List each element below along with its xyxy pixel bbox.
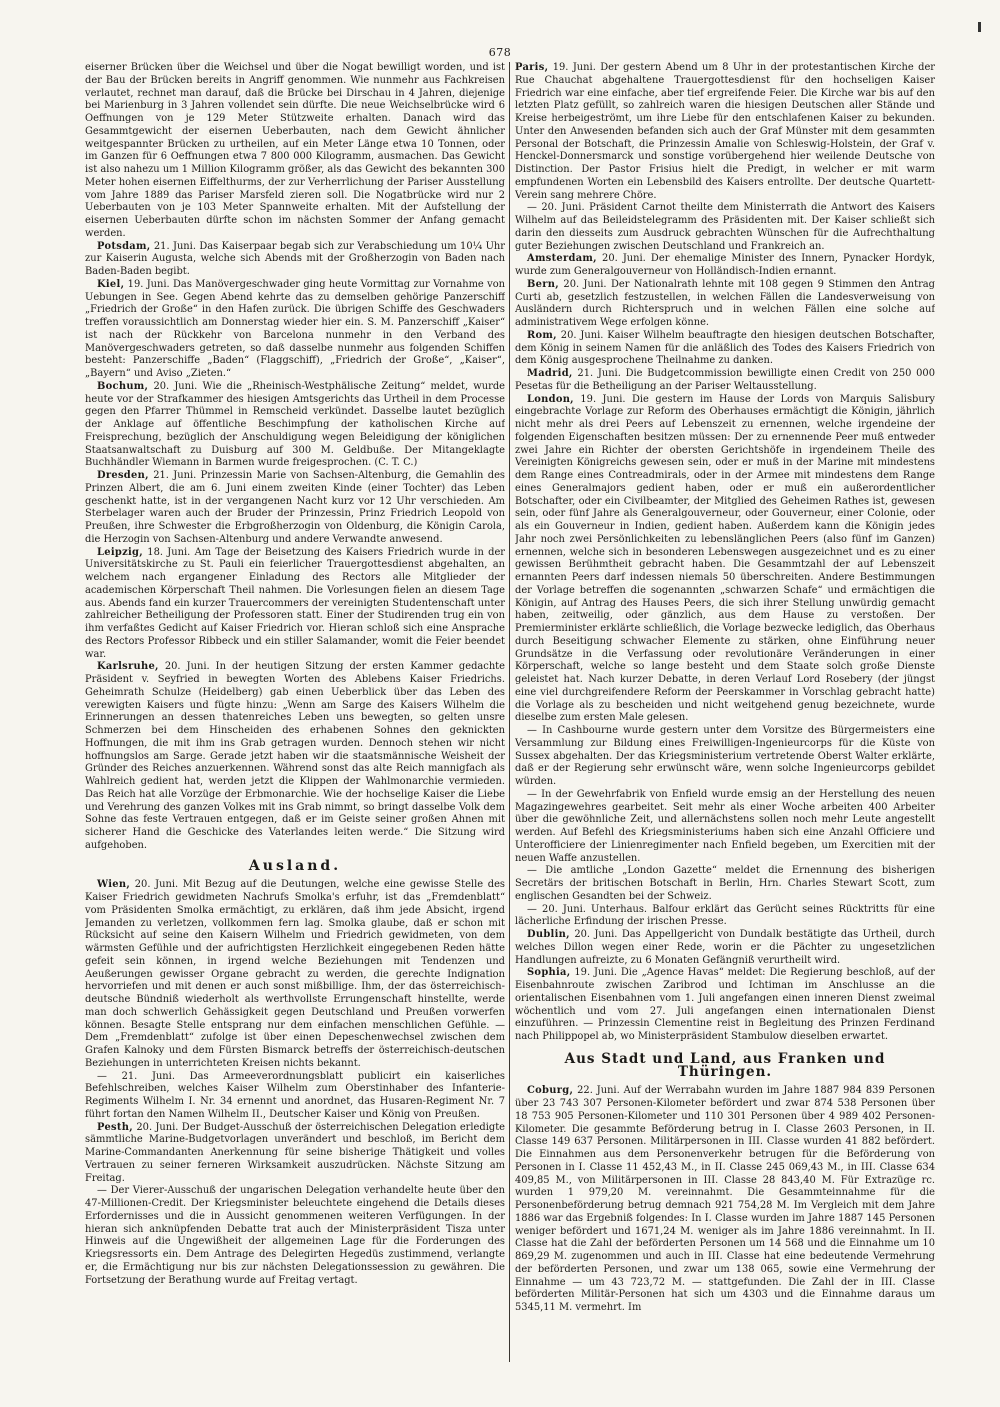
news-item	[515, 929, 935, 967]
news-text: 20. Juni. Der ehemalige Minister des Innern, Pynacker Hordyk, wurde zum Generalgouverneur von Holländisch-Indien ernannt.	[515, 253, 935, 277]
news-item	[85, 547, 505, 662]
news-text: 20. Juni. Wie die „Rheinisch-Westphälische Zeitung“ meldet, wurde heute vor der Strafkammer des hiesigen Amtsgerichts das Urtheil in dem Processe gegen den Pfarrer Thümmel in Remscheid verkündet. Dasselbe lautet bezüglich der Anklage auf öffentliche Beschimpfung der katholischen Kirche auf Freisprechung, bezüglich der Anschuldigung wegen Beleidigung der königlichen Staatsanwaltschaft zu Duisburg auf 300 M. Geldbuße. Der Mitangeklagte Buchhändler Wiemann in Barmen wurde freigesprochen. (C. T. C.)	[85, 380, 505, 469]
dateline: Wien,	[97, 879, 131, 891]
dateline: Paris,	[515, 62, 549, 73]
dateline: Kiel,	[97, 278, 125, 290]
dateline: Bern,	[527, 278, 559, 290]
section-heading: Ausland.	[248, 857, 342, 874]
dateline: Karlsruhe,	[97, 661, 159, 673]
news-text: — In Cashbourne wurde gestern unter dem Vorsitze des Bürgermeisters eine Versammlung zur Bildung eines Freiwilligen-Ingenieurcorps für die Küste von Sussex abgehalten. Der das Kriegsministerium vertretende Oberst Walter erklärte, daß er der Regierung sehr erwünscht wäre, wenn solche Ingenieurcorps gebildet würden.	[515, 725, 935, 787]
news-text: — Die amtliche „London Gazette“ meldet die Ernennung des bisherigen Secretärs der britischen Botschaft in Berlin, Hrn. Charles Stewart Scott, zum englischen Gesandten bei der Schweiz.	[515, 865, 935, 902]
dateline: Coburg,	[527, 1085, 574, 1097]
dateline: Madrid,	[527, 368, 573, 379]
dateline: London,	[527, 393, 574, 405]
edge-mark	[978, 22, 981, 32]
news-item	[515, 967, 935, 1044]
news-text: 19. Juni. Das Manövergeschwader ging heute Vormittag zur Vornahme von Uebungen in See. Gegen Abend kehrte das zu demselben gehörige Panzerschiff „Friedrich der Große“ in den Hafen zurück. Die übrigen Schiffe des Geschwaders treffen voraussichtlich am Donnerstag wieder hier ein. S. M. Panzerschiff „Kaiser“ ist nach der Rückkehr von Barcelona nunmehr in den Verband des Manövergeschwaders getreten, so daß dasselbe nunmehr aus folgenden Schiffen besteht: Panzerschiffe „Baden“ (Flaggschiff), „Friedrich der Große“, „Kaiser“, „Bayern“ und Aviso „Zieten.“	[85, 278, 505, 379]
news-item	[85, 62, 505, 241]
news-text: 18. Juni. Am Tage der Beisetzung des Kaisers Friedrich wurde in der Universitätskirche zu St. Pauli ein feierlicher Trauergottesdienst abgehalten, an welchem nach ergangener Einladung des Rectors alle Mitglieder der academischen Körperschaft Theil nahmen. Die Vorlesungen fielen an diesem Tage aus. Abends fand ein kurzer Trauercommers der vereinigten Studentenschaft unter zahlreicher Betheiligung der Professoren statt. Einer der Studirenden trug ein von ihm verfaßtes Gedicht auf Kaiser Friedrich vor. Hieran schloß sich eine Ansprache des Rectors Professor Ribbeck und ein stiller Salamander, womit die Feier beendet war.	[85, 546, 505, 660]
news-text: 20. Juni. Mit Bezug auf die Deutungen, welche eine gewisse Stelle des Kaiser Friedrich gewidmeten Nachrufs Smolka's erfuhr, ist das „Fremdenblatt“ vom Präsidenten Smolka ermächtigt, zu erklären, daß ihm jede Absicht, irgend Jemanden zu verletzen, vollkommen fern lag. Smolka glaube, daß er schon mit Rücksicht auf seine den Kaisern Wilhelm und Friedrich gewidmeten, von dem wärmsten Gefühle und der aufrichtigsten Herzlichkeit eingegebenen Reden hätte gefeit sein können, in irgend welche Beziehungen mit Tendenzen und Aeußerungen gewisser Organe gebracht zu werden, die gerechte Indignation hervorriefen und mit denen er auch sonst mißbillige. Ihm, der das österreichisch-deutsche Bündniß wiederholt als werthvollste Errungenschaft hinstellte, werde man doch schwerlich Gehässigkeit gegen Deutschland und Preußen vorwerfen können. Besagte Stelle entsprang nur dem einfachen menschlichen Gefühle. — Dem „Fremdenblatt“ zufolge ist über einen Depeschenwechsel zwischen dem Grafen Kalnoky und dem Fürsten Bismarck betreffs der österreichisch-deutschen Beziehungen in unterrichteten Kreisen nichts bekannt.	[85, 879, 505, 1069]
news-item	[85, 241, 505, 279]
news-text: 20. Juni. Der Nationalrath lehnte mit 108 gegen 9 Stimmen den Antrag Curti ab, gesetzlich festzustellen, in welchen Fällen die Landesverweisung von Ausländern durch Richterspruch und in welchen Fällen eine solche auf administrativem Wege erfolgen könne.	[515, 278, 935, 328]
news-text: eiserner Brücken über die Weichsel und über die Nogat bewilligt worden, und ist der Bau der Brücken bereits in Angriff genommen. Wie nunmehr aus Fachkreisen verlautet, rechnet man darauf, daß die Brücke bei Dirschau in 4 Jahren, diejenige bei Marienburg in 3 Jahren vollendet sein dürfte. Die neue Weichselbrücke wird 6 Oeffnungen von je 129 Meter Stützweite erhalten. Danach wird das Gesammtgewicht der eisernen Ueberbauten, nach dem Gewicht ähnlicher weitgespannter Brücken zu urtheilen, auf ein Meter Länge etwa 10 Tonnen, oder im Ganzen für 6 Oeffnungen etwa 7 800 000 Kilogramm, ausmachen. Das Gewicht ist also nahezu um 1 Million Kilogramm größer, als das Gewicht des bekannten 300 Meter hohen eisernen Eiffelthurms, der zur Verherrlichung der Pariser Ausstellung vom Jahre 1889 das Pariser Marsfeld zieren soll. Die Nogatbrücke wird nur 2 Ueberbauten von je 103 Meter Spannweite erhalten. Mit der Aufstellung der eisernen Ueberbauten dürfte schon im nächsten Sommer der Anfang gemacht werden.	[85, 62, 505, 239]
news-item	[85, 1185, 505, 1287]
dateline: Dresden,	[97, 470, 149, 481]
news-item	[515, 330, 935, 368]
dateline: Bochum,	[97, 380, 149, 392]
news-item	[515, 865, 935, 903]
news-item	[515, 253, 935, 279]
news-text: — In der Gewehrfabrik von Enfield wurde emsig an der Herstellung des neuen Magazingewehres gearbeitet. Seit mehr als einer Woche arbeiten 400 Arbeiter über die gewöhnliche Zeit, und allernächstens sollen noch mehr Leute angestellt werden. Auf Befehl des Kriegsministeriums haben sich eine Anzahl Officiere und Unterofficiere der Linienregimenter nach Enfield begeben, um Exercitien mit der neuen Waffe anzustellen.	[515, 788, 935, 864]
news-item	[515, 904, 935, 930]
news-item	[515, 279, 935, 330]
news-text: 19. Juni. Der gestern Abend um 8 Uhr in der protestantischen Kirche der Rue Chauchat abgehaltene Trauergottesdienst für den hochseligen Kaiser Friedrich war eine einfache, aber tief ergreifende Feier. Die Kirche war bis auf den letzten Platz gefüllt, so zahlreich waren die hiesigen Deutschen aller Stände und Kreise herbeigeströmt, um ihre Liebe für den entschlafenen Kaiser zu bekunden. Unter den Anwesenden befanden sich auch der Graf Münster mit dem gesammten Personal der Botschaft, die Prinzessin Amalie von Schleswig-Holstein, der Graf v. Henckel-Donnersmarck und sonstige vorübergehend hier weilende Deutsche von Distinction. Der Pastor Frisius hielt die Predigt, in welcher er mit warm empfundenen Worten ein Lebensbild des Kaisers entrollte. Der deutsche Quartett-Verein sang mehrere Chöre.	[515, 62, 935, 201]
news-text: 21. Juni. Prinzessin Marie von Sachsen-Altenburg, die Gemahlin des Prinzen Albert, die am 6. Juni einem zweiten Kinde (einer Tochter) das Leben geschenkt hatte, ist in der vergangenen Nacht kurz vor 12 Uhr verschieden. Am Sterbelager waren auch der Bruder der Prinzessin, Prinz Friedrich Leopold von Preußen, ihre Schwester die Erbgroßherzogin von Oldenburg, die Königin Carola, die Herzogin von Sachsen-Altenburg und andere Verwandte anwesend.	[85, 470, 505, 545]
news-text: — Der Vierer-Ausschuß der ungarischen Delegation verhandelte heute über den 47-Millionen-Credit. Der Kriegsminister beleuchtete eingehend die Details dieses Erfordernisses und die in Aussicht genommenen weiteren Verfügungen. In der hieran sich anknüpfenden Debatte trat auch der Ministerpräsident Tisza unter Hinweis auf die Ungewißheit der allgemeinen Lage für die Forderungen des Kriegsressorts ein. Dem Antrage des Delegirten Hegedüs zustimmend, verlangte er, die Ermächtigung nur bis zur nächsten Delegationssession zu gewähren. Die Fortsetzung der Berathung wurde auf Freitag vertagt.	[85, 1185, 505, 1286]
news-item	[85, 879, 505, 1070]
news-text: 21. Juni. Die Budgetcommission bewilligte einen Credit von 250 000 Pesetas für die Betheiligung an der Pariser Weltausstellung.	[515, 368, 935, 392]
news-item	[515, 1085, 935, 1315]
news-item	[515, 62, 935, 202]
left-column	[85, 62, 505, 1362]
news-item	[85, 1122, 505, 1186]
section-heading: Aus Stadt und Land, aus Franken und Thüringen.	[564, 1050, 886, 1080]
news-item	[515, 725, 935, 789]
news-text: 20. Juni. In der heutigen Sitzung der ersten Kammer gedachte Präsident v. Seyfried in bewegten Worten des Ablebens Kaiser Friedrichs. Geheimrath Schulze (Heidelberg) gab einen Ueberblick über das Leben des verewigten Kaisers und fügte hinzu: „Wenn am Sarge des Kaisers Wilhelm die Erinnerungen an dessen thatenreiches Leben uns bewegten, so gelten unsre Schmerzen bei dem Hinscheiden des erhabenen Sohnes den geknickten Hoffnungen, die mit ihm ins Grab getragen wurden. Dennoch stehen wir nicht hoffnungslos am Sarge. Gerade jetzt haben wir die staatsmännische Weisheit der Gründer des Reiches anzuerkennen. Während sonst das alte Reich mannigfach als Wahlreich gedient hat, werden jetzt die Klippen der Wahlmonarchie vermieden. Das Reich hat alle Vorzüge der Erbmonarchie. Wie der hochselige Kaiser die Liebe und Verehrung des ganzen Volkes mit ins Grab nimmt, so bringt dasselbe Volk dem Sohne das feste Vertrauen entgegen, daß er im Geiste seiner großen Ahnen mit sicherer Hand die Geschicke des Vaterlandes leiten werde.“ Die Sitzung wird aufgehoben.	[85, 661, 505, 851]
news-item	[515, 394, 935, 726]
right-column	[515, 62, 935, 1362]
dateline: Amsterdam,	[527, 253, 597, 265]
news-text: — 21. Juni. Das Armeeverordnungsblatt publicirt ein kaiserliches Befehlschreiben, welches Kaiser Wilhelm zum Oberstinhaber des Infanterie-Regiments Wilhelm I. Nr. 34 ernennt und anordnet, das Husaren-Regiment Nr. 7 führt fortan den Namen Wilhelm II., Deutscher Kaiser und König von Preußen.	[85, 1070, 505, 1120]
dateline: Dublin,	[527, 929, 570, 940]
news-text: — 20. Juni. Unterhaus. Balfour erklärt das Gerücht seines Rücktritts für eine lächerliche Erfindung der irischen Presse.	[515, 903, 935, 928]
dateline: Potsdam,	[97, 240, 151, 252]
page-number: 678	[488, 46, 512, 59]
news-item	[85, 470, 505, 547]
news-text: 19. Juni. Die gestern im Hause der Lords von Marquis Salisbury eingebrachte Vorlage zur Reform des Oberhauses ermächtigt die Königin, jährlich nicht mehr als drei Peers auf Lebenszeit zu ernennen, welche irgendeine der folgenden Eigenschaften besitzen müssen: Der zu ernennende Peer muß entweder zwei Jahre ein Richter der obersten Gerichtshöfe in irgendeinem Theile des Vereinigten Königreichs gewesen sein, oder er muß in der Marine mit mindestens dem Range eines Contreadmirals, oder in der Armee mit mindestens dem Range eines Generalmajors gedient haben, oder er muß ein außerordentlicher Botschafter, oder ein Civilbeamter, der Mitglied des Geheimen Rathes ist, gewesen sein, oder fünf Jahre als Generalgouverneur, oder Gouverneur, einer Colonie, oder als ein Gouverneur in Indien, gedient haben. Außerdem kann die Königin jedes Jahr noch zwei Persönlichkeiten zu lebenslänglichen Peers (also fünf im Ganzen) ernennen, welche sich in besonderen Lebenswegen ausgezeichnet und es zu einer gewissen Berühmtheit gebracht haben. Die Gesammtzahl der auf Lebenszeit ernannten Peers darf indessen niemals 50 überschreiten. Andere Bestimmungen der Vorlage betreffen die sogenannten „schwarzen Schafe“ und ermächtigen die Königin, auf Antrag des Hauses Peers, die sich ihrer Stellung unwürdig gemacht haben, zeitweilig, oder gänzlich, aus dem Hause zu verstoßen. Der Premierminister erklärte schließlich, die Vorlage bezwecke lediglich, das Oberhaus durch Beseitigung schwacher Elemente zu stärken, ohne Einführung neuer Grundsätze in die Verfassung oder revolutionäre Veränderungen in einer Körperschaft, welche so lange besteht und dem Staate solch große Dienste geleistet hat. Nach kurzer Debatte, in deren Verlauf Lord Rosebery (der jüngst eine viel durchgreifendere Reform der Peerskammer in Vorschlag gebracht hatte) die Vorlage als zu bescheiden und nicht weitgehend genug bezeichnete, wurde dieselbe zum ersten Male gelesen.	[515, 393, 935, 724]
news-item	[85, 661, 505, 852]
news-text: 20. Juni. Das Appellgericht von Dundalk bestätigte das Urtheil, durch welches Dillon wegen einer Rede, worin er die Pächter zu ungesetzlichen Handlungen aufreizte, zu 6 Monaten Gefängniß verurtheilt wird.	[515, 929, 935, 966]
news-text: — 20. Juni. Präsident Carnot theilte dem Ministerrath die Antwort des Kaisers Wilhelm auf das Beileidstelegramm des Präsidenten mit. Der Kaiser schließt sich darin den diesseits zum Ausdruck gebrachten Wünschen für die Aufrechthaltung guter Beziehungen zwischen Deutschland und Frankreich an.	[515, 202, 935, 252]
dateline: Sophia,	[527, 967, 571, 979]
news-text: 21. Juni. Das Kaiserpaar begab sich zur Verabschiedung um 10¼ Uhr zur Kaiserin Augusta, welche sich Abends mit der Großherzogin von Baden nach Baden-Baden begibt.	[85, 240, 505, 277]
dateline: Leipzig,	[97, 546, 143, 558]
dateline: Pesth,	[97, 1121, 133, 1133]
news-text: 20. Juni. Kaiser Wilhelm beauftragte den hiesigen deutschen Botschafter, dem König in seinem Namen für die anläßlich des Todes des Kaisers Friedrich von dem König ausgesprochene Theilnahme zu danken.	[515, 329, 935, 367]
news-item	[515, 202, 935, 253]
news-text: 19. Juni. Die „Agence Havas“ meldet: Die Regierung beschloß, auf der Eisenbahnroute zwischen Zaribrod und Ichtiman im Anschlusse an die orientalischen Eisenbahnen vom 1. Juli angefangen einen inneren Dienst zweimal wöchentlich und vom 27. Juli angefangen einen internationalen Dienst einzuführen. — Prinzessin Clementine reist in Begleitung des Prinzen Ferdinand nach Philippopel ab, wo Ministerpräsident Stambulow dieselben erwartet.	[515, 967, 935, 1042]
news-item	[85, 1071, 505, 1122]
news-item	[85, 279, 505, 381]
news-item	[515, 789, 935, 866]
news-text: 20. Juni. Der Budget-Ausschuß der österreichischen Delegation erledigte sämmtliche Marine-Budgetvorlagen unverändert und beschloß, im Bericht dem Marine-Commandanten Anerkennung für seine bisherige Thätigkeit und volles Vertrauen zu seiner ferneren Wirksamkeit auszudrücken. Nächste Sitzung am Freitag.	[85, 1121, 505, 1184]
news-text: 22. Juni. Auf der Werrabahn wurden im Jahre 1887 984 839 Personen über 23 743 307 Personen-Kilometer befördert und zwar 874 538 Personen über 18 753 905 Personen-Kilometer und 110 301 Personen über 4 989 402 Personen-Kilometer. Die gesammte Beförderung betrug in I. Classe 2603 Personen, in II. Classe 149 637 Personen. Militärpersonen in III. Classe wurden 41 882 befördert. Die Einnahmen aus dem Personenverkehr betrugen für die Beförderung von Personen in I. Classe 11 452,43 M., in II. Classe 245 069,43 M., in III. Classe 634 409,85 M., von Militärpersonen in III. Classe 28 843,40 M. Für Extrazüge rc. wurden 1 979,20 M. vereinnahmt. Die Gesammteinnahme für die Personenbeförderung betrug demnach 921 754,28 M. Im Vergleich mit dem Jahre 1886 war das Ergebniß folgendes: In I. Classe wurden im Jahre 1887 145 Personen weniger befördert und 1671,24 M. weniger als im Jahre 1886 vereinnahmt. In II. Classe hat die Zahl der beförderten Personen um 14 568 und die Einnahme um 10 869,29 M. zugenommen und auch in III. Classe hat eine bedeutende Vermehrung der beförderten Personen, und zwar um 138 065, sowie eine Vermehrung der Einnahme — um 43 723,72 M. — stattgefunden. Die Zahl der in III. Classe beförderten Militär-Personen hat sich um 4303 und die Einnahme daraus um 5345,11 M. vermehrt. Im	[515, 1085, 935, 1313]
column-divider	[509, 62, 510, 1362]
dateline: Rom,	[527, 329, 557, 341]
news-item	[515, 368, 935, 394]
news-item	[85, 381, 505, 470]
